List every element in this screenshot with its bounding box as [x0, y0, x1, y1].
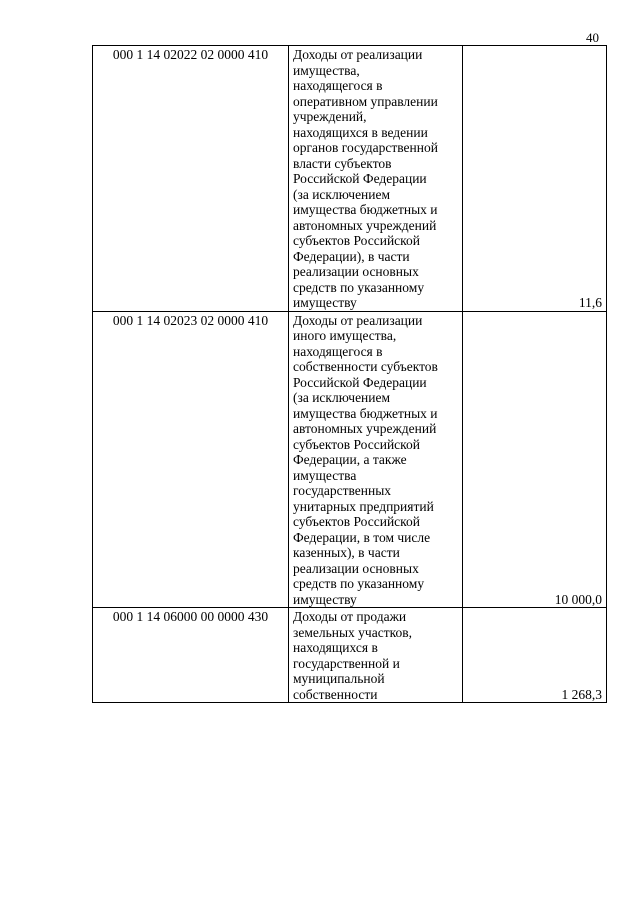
- revenue-name-line: имущества бюджетных и: [293, 202, 438, 217]
- revenue-name-line: казенных), в части: [293, 545, 400, 560]
- revenue-name-line: субъектов Российской: [293, 233, 421, 248]
- revenue-name-line: имущества,: [293, 62, 360, 78]
- revenue-name-cell: [289, 311, 463, 608]
- amount-cell: 1 268,3: [463, 608, 607, 703]
- revenue-name-line: земельных участков,: [293, 624, 412, 640]
- page-number: 40: [586, 30, 599, 45]
- revenue-code-cell: 000 1 14 02022 02 0000 410: [93, 46, 289, 312]
- revenue-name-line: имуществу: [293, 295, 357, 310]
- revenue-name-line: Доходы от реализации: [293, 47, 423, 62]
- revenue-name-line: средств по указанному: [293, 576, 425, 591]
- revenue-name-line: иного имущества,: [293, 328, 397, 343]
- revenue-name-line: Российской Федерации: [293, 171, 427, 186]
- revenue-code-cell: 000 1 14 06000 00 0000 430: [93, 608, 289, 703]
- revenue-name-line: учреждений,: [293, 109, 367, 124]
- revenue-name-line: собственности субъектов: [293, 359, 438, 374]
- revenue-code-cell: 000 1 14 02023 02 0000 410: [93, 311, 289, 608]
- budget-revenue-table: [92, 45, 607, 703]
- revenue-name-line: Федерации), в части: [293, 248, 410, 264]
- revenue-name-line: собственности: [293, 686, 378, 702]
- revenue-name-line: муниципальной: [293, 671, 385, 686]
- revenue-name-line: средств по указанному: [293, 279, 425, 295]
- amount-cell: 11,6: [463, 46, 607, 312]
- revenue-name-line: находящегося в: [293, 343, 383, 359]
- table-row: [93, 46, 607, 312]
- revenue-name-line: органов государственной: [293, 140, 438, 155]
- revenue-name-line: (за исключением: [293, 390, 391, 405]
- revenue-name-line: оперативном управлении: [293, 93, 438, 109]
- table-row: [93, 608, 607, 703]
- revenue-name-line: Федерации, а также: [293, 452, 407, 467]
- revenue-name-line: находящегося в: [293, 78, 383, 93]
- revenue-name-line: субъектов Российской: [293, 514, 421, 529]
- revenue-name-line: власти субъектов: [293, 155, 392, 171]
- amount-cell: 10 000,0: [463, 311, 607, 608]
- revenue-name-line: субъектов Российской: [293, 436, 421, 452]
- revenue-name-line: реализации основных: [293, 264, 419, 279]
- revenue-name-cell: [289, 46, 463, 312]
- revenue-name-line: Российской Федерации: [293, 374, 427, 390]
- revenue-name-line: имущества: [293, 467, 357, 483]
- revenue-name-line: (за исключением: [293, 186, 391, 202]
- revenue-name-line: государственных: [293, 483, 392, 498]
- revenue-name-line: унитарных предприятий: [293, 498, 434, 514]
- revenue-name-line: находящихся в: [293, 640, 378, 655]
- revenue-name-line: имуществу: [293, 591, 357, 607]
- revenue-name-line: автономных учреждений: [293, 421, 437, 436]
- revenue-name-line: Федерации, в том числе: [293, 529, 431, 545]
- revenue-name-line: государственной и: [293, 655, 400, 671]
- revenue-name-cell: [289, 608, 463, 703]
- revenue-name-line: автономных учреждений: [293, 217, 437, 233]
- revenue-name-line: имущества бюджетных и: [293, 405, 438, 421]
- revenue-name-line: реализации основных: [293, 560, 419, 576]
- table-row: [93, 311, 607, 608]
- revenue-name-line: Доходы от продажи: [293, 609, 407, 624]
- revenue-name-line: Доходы от реализации: [293, 312, 423, 328]
- revenue-name-line: находящихся в ведении: [293, 124, 428, 140]
- table-body: [93, 46, 607, 703]
